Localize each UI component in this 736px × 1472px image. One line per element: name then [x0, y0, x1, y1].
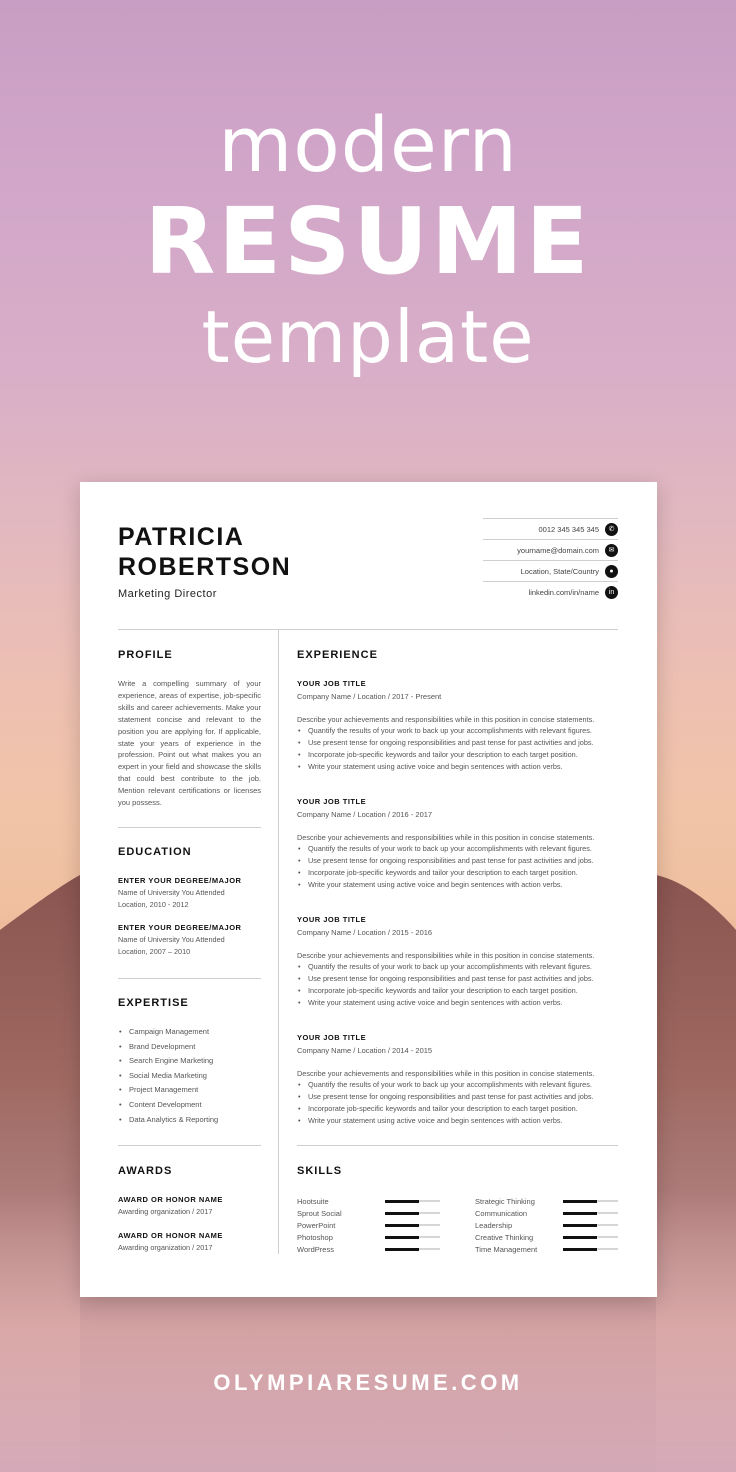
first-name: PATRICIA [118, 523, 245, 551]
list-item: • Incorporate job-specific keywords and tailor your description to each target position. [297, 867, 618, 879]
skill-fill [563, 1212, 597, 1215]
profile-text: Write a compelling summary of your experience, areas of expertise, job-specific skills and career achievements. Make your statement concise and relevant to the position you are applying for. If applicable, state your years of experience in the profession. Point out what makes you an expert in your field and showcase the skills that could best contribute to the job. Mention relevant certifications or licenses you possess. [118, 679, 261, 808]
contact-list [483, 518, 618, 602]
list-item: • Incorporate job-specific keywords and tailor your description to each target position. [297, 1103, 618, 1115]
skill-bar [385, 1224, 440, 1226]
school-location: Location, 2007 – 2010 [118, 947, 191, 956]
list-item: • Use present tense for ongoing responsibilities and past tense for past activities and jobs. [297, 855, 618, 867]
skill-bar [385, 1248, 440, 1250]
award-org: Awarding organization / 2017 [118, 1207, 213, 1216]
skill-bar [563, 1200, 618, 1202]
list-item: • Use present tense for ongoing responsibilities and past tense for past activities and jobs. [297, 973, 618, 985]
skill-fill [385, 1248, 419, 1251]
award-entry [118, 1195, 261, 1218]
skill-fill [563, 1248, 597, 1251]
awards-title: AWARDS [118, 1165, 173, 1177]
award-name: AWARD OR HONOR NAME [118, 1195, 223, 1204]
job-entry [297, 797, 618, 891]
skill-name: Hootsuite [297, 1196, 329, 1206]
list-item: • Social Media Marketing [118, 1069, 261, 1084]
list-item: • Quantify the results of your work to back up your accomplishments with relevant figures. [297, 1079, 618, 1091]
column-divider [278, 630, 279, 1254]
skill-fill [385, 1212, 419, 1215]
list-item: • Incorporate job-specific keywords and tailor your description to each target position. [297, 749, 618, 761]
skill-row [475, 1219, 618, 1231]
skill-fill [385, 1236, 419, 1239]
list-item: • Data Analytics & Reporting [118, 1113, 261, 1128]
skill-bar [385, 1212, 440, 1214]
hero-heading [0, 100, 736, 380]
list-item: • Search Engine Marketing [118, 1054, 261, 1069]
award-entry [118, 1231, 261, 1254]
skill-name: Creative Thinking [475, 1232, 534, 1242]
footer-website[interactable]: OLYMPIARESUME.COM [213, 1370, 523, 1395]
expertise-title: EXPERTISE [118, 997, 189, 1009]
degree: ENTER YOUR DEGREE/MAJOR [118, 876, 242, 885]
skill-row [475, 1243, 618, 1255]
divider [118, 978, 261, 979]
list-item: • Quantify the results of your work to back up your accomplishments with relevant figures. [297, 843, 618, 855]
resume-name [118, 522, 291, 582]
job-entry [297, 1033, 618, 1127]
experience-title: EXPERIENCE [297, 649, 378, 661]
job-bullets [297, 1079, 618, 1127]
skill-row [297, 1207, 440, 1219]
skill-name: Time Management [475, 1244, 538, 1254]
job-company: Company Name / Location / 2014 - 2015 [297, 1046, 433, 1055]
divider [118, 827, 261, 828]
skill-bar [563, 1212, 618, 1214]
education-entry [118, 876, 261, 911]
list-item: • Incorporate job-specific keywords and tailor your description to each target position. [297, 985, 618, 997]
job-company: Company Name / Location / 2016 - 2017 [297, 810, 433, 819]
divider [118, 1145, 261, 1146]
skill-bar [563, 1224, 618, 1226]
skill-fill [563, 1200, 597, 1203]
list-item: • Write your statement using active voice and begin sentences with action verbs. [297, 879, 618, 891]
hero-line-template: template [201, 295, 535, 379]
location-pin-icon: ● [605, 565, 618, 578]
skill-row [297, 1243, 440, 1255]
contact-email [483, 539, 618, 560]
job-company: Company Name / Location / 2015 - 2016 [297, 928, 433, 937]
job-role: Marketing Director [118, 588, 217, 600]
school: Name of University You Attended [118, 888, 225, 897]
skills-column-right [475, 1195, 618, 1255]
list-item: • Write your statement using active voice and begin sentences with action verbs. [297, 1115, 618, 1127]
job-title: YOUR JOB TITLE [297, 1033, 367, 1042]
skill-name: WordPress [297, 1244, 334, 1254]
list-item: • Quantify the results of your work to back up your accomplishments with relevant figures. [297, 961, 618, 973]
linkedin-icon: in [605, 586, 618, 599]
list-item: • Quantify the results of your work to back up your accomplishments with relevant figures. [297, 725, 618, 737]
skill-name: PowerPoint [297, 1220, 336, 1230]
contact-text: 0012 345 345 345 [538, 524, 599, 534]
contact-location [483, 560, 618, 581]
list-item: • Write your statement using active voice and begin sentences with action verbs. [297, 997, 618, 1009]
phone-icon: ✆ [605, 523, 618, 536]
school: Name of University You Attended [118, 935, 225, 944]
skill-row [297, 1231, 440, 1243]
job-title: YOUR JOB TITLE [297, 797, 367, 806]
skill-fill [385, 1200, 419, 1203]
list-item: • Use present tense for ongoing responsibilities and past tense for past activities and jobs. [297, 737, 618, 749]
hero-line-modern: modern [218, 100, 518, 189]
skill-name: Leadership [475, 1220, 513, 1230]
skills-title: SKILLS [297, 1165, 343, 1177]
skill-bar [385, 1200, 440, 1202]
job-entry [297, 915, 618, 1009]
job-entry [297, 679, 618, 773]
skill-bar [563, 1236, 618, 1238]
job-bullets [297, 725, 618, 773]
skill-name: Communication [475, 1208, 528, 1218]
contact-text: Location, State/Country [520, 566, 599, 576]
email-icon: ✉ [605, 544, 618, 557]
contact-text: linkedin.com/in/name [528, 587, 599, 597]
hero-line-resume: RESUME [144, 188, 592, 295]
education-title: EDUCATION [118, 846, 192, 858]
school-location: Location, 2010 - 2012 [118, 900, 189, 909]
job-bullets [297, 843, 618, 891]
skill-bar [563, 1248, 618, 1250]
list-item: • Content Development [118, 1098, 261, 1113]
job-company: Company Name / Location / 2017 - Present [297, 692, 442, 701]
job-description: Describe your achievements and responsibilities while in this position in concise statements. [297, 833, 595, 842]
job-description: Describe your achievements and responsibilities while in this position in concise statements. [297, 1069, 595, 1078]
skill-name: Sprout Social [297, 1208, 342, 1218]
contact-phone [483, 518, 618, 539]
award-name: AWARD OR HONOR NAME [118, 1231, 223, 1240]
skill-name: Strategic Thinking [475, 1196, 535, 1206]
profile-title: PROFILE [118, 649, 173, 661]
job-bullets [297, 961, 618, 1009]
job-title: YOUR JOB TITLE [297, 679, 367, 688]
list-item: • Write your statement using active voice and begin sentences with action verbs. [297, 761, 618, 773]
award-org: Awarding organization / 2017 [118, 1243, 213, 1252]
last-name: ROBERTSON [118, 553, 292, 581]
divider [297, 1145, 618, 1146]
job-description: Describe your achievements and responsibilities while in this position in concise statements. [297, 715, 595, 724]
list-item: • Brand Development [118, 1040, 261, 1055]
list-item: • Project Management [118, 1083, 261, 1098]
expertise-list [118, 1025, 261, 1127]
skill-row [297, 1219, 440, 1231]
skills-column-left [297, 1195, 440, 1255]
skill-row [297, 1195, 440, 1207]
resume-sheet [80, 482, 657, 1297]
contact-text: yourname@domain.com [517, 545, 599, 555]
list-item: • Use present tense for ongoing responsibilities and past tense for past activities and jobs. [297, 1091, 618, 1103]
skill-row [475, 1207, 618, 1219]
skill-row [475, 1231, 618, 1243]
skill-fill [385, 1224, 419, 1227]
job-title: YOUR JOB TITLE [297, 915, 367, 924]
skill-row [475, 1195, 618, 1207]
skill-fill [563, 1224, 597, 1227]
list-item: • Campaign Management [118, 1025, 261, 1040]
skill-fill [563, 1236, 597, 1239]
job-description: Describe your achievements and responsibilities while in this position in concise statements. [297, 951, 595, 960]
degree: ENTER YOUR DEGREE/MAJOR [118, 923, 242, 932]
contact-linkedin [483, 581, 618, 602]
skill-bar [385, 1236, 440, 1238]
skill-name: Photoshop [297, 1232, 333, 1242]
divider [118, 629, 618, 630]
education-entry [118, 923, 261, 958]
